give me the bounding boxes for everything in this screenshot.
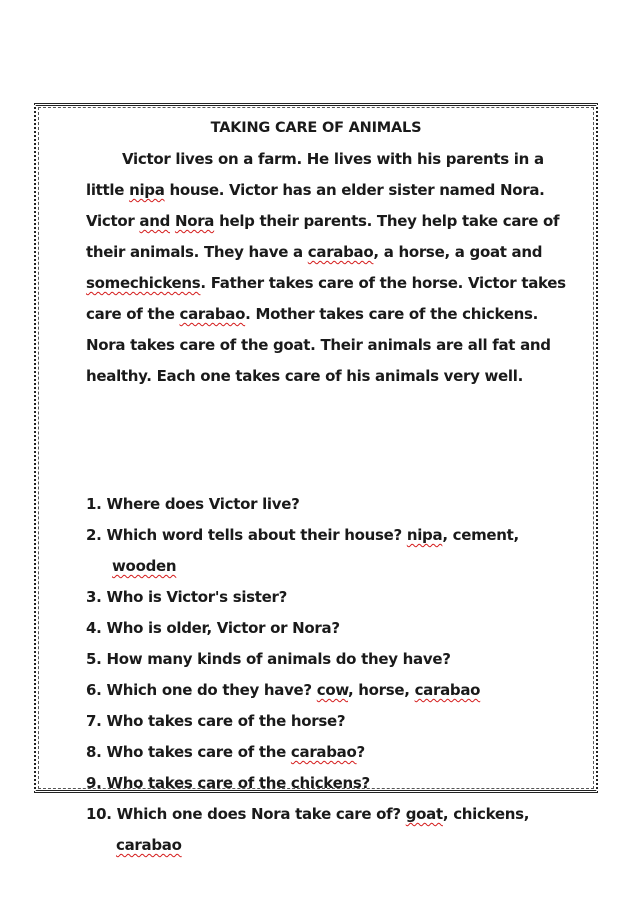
story-text: . Father takes care of the horse. Victor takes care of the — [86, 274, 566, 323]
spellcheck-word[interactable]: wooden — [112, 557, 177, 575]
spellcheck-word[interactable]: carabao — [116, 836, 182, 854]
story-text: house. Victor has an elder sister named Nora. Victor — [86, 181, 545, 230]
question-item — [86, 706, 586, 737]
question-text: 4. Who is older, Victor or Nora? — [86, 619, 340, 637]
story-paragraph — [86, 144, 574, 392]
story-text: help their parents. They help take care of their animals. They have a — [86, 212, 560, 261]
story-text: . Mother takes care of the chickens. Nora takes care of the goat. Their animals are all fat and healthy. Each one takes care of his animals very well. — [86, 305, 551, 385]
question-text: 10. Which one does Nora take care of? — [86, 805, 406, 823]
question-item — [86, 489, 586, 520]
question-item — [86, 582, 586, 613]
spellcheck-word[interactable]: somechickens — [86, 274, 201, 292]
question-text: , horse, — [347, 681, 415, 699]
spellcheck-word[interactable]: nipa — [129, 181, 165, 199]
question-list — [86, 489, 586, 861]
question-text: 2. Which word tells about their house? — [86, 526, 407, 544]
question-text: , cement, — [442, 526, 519, 544]
question-item — [86, 644, 586, 675]
question-item — [86, 613, 586, 644]
question-item — [86, 768, 586, 799]
question-continuation — [86, 830, 586, 861]
worksheet-title: TAKING CARE OF ANIMALS — [210, 120, 422, 136]
story-text: Victor lives on a farm. He lives with his parents in a little — [86, 150, 544, 199]
question-continuation — [86, 551, 586, 582]
spellcheck-word[interactable]: carabao — [414, 681, 481, 699]
question-text: , chickens, — [442, 805, 530, 823]
spellcheck-word[interactable]: goat — [405, 805, 443, 823]
question-text: 1. Where does Victor live? — [86, 495, 300, 513]
spellcheck-word[interactable]: cow — [316, 681, 348, 699]
spellcheck-word[interactable]: carabao — [290, 743, 357, 761]
question-text: 3. Who is Victor's sister? — [86, 588, 288, 606]
spellcheck-word[interactable]: Nora — [174, 212, 215, 230]
question-text: 6. Which one do they have? — [86, 681, 317, 699]
question-text: 8. Who takes care of the — [86, 743, 291, 761]
question-text: 7. Who takes care of the horse? — [86, 712, 346, 730]
question-item — [86, 675, 586, 706]
spellcheck-word[interactable]: carabao — [307, 243, 374, 261]
question-item — [86, 520, 586, 582]
question-item — [86, 737, 586, 768]
question-text: ? — [356, 743, 365, 761]
worksheet-frame — [34, 103, 598, 854]
question-text: 9. Who takes care of the chickens? — [86, 774, 370, 792]
question-text: 5. How many kinds of animals do they have? — [86, 650, 451, 668]
spellcheck-word[interactable]: carabao — [179, 305, 246, 323]
question-item — [86, 799, 586, 861]
spellcheck-word[interactable]: nipa — [406, 526, 443, 544]
spellcheck-word[interactable]: and — [139, 212, 171, 230]
story-text: , a horse, a goat and — [373, 243, 543, 261]
